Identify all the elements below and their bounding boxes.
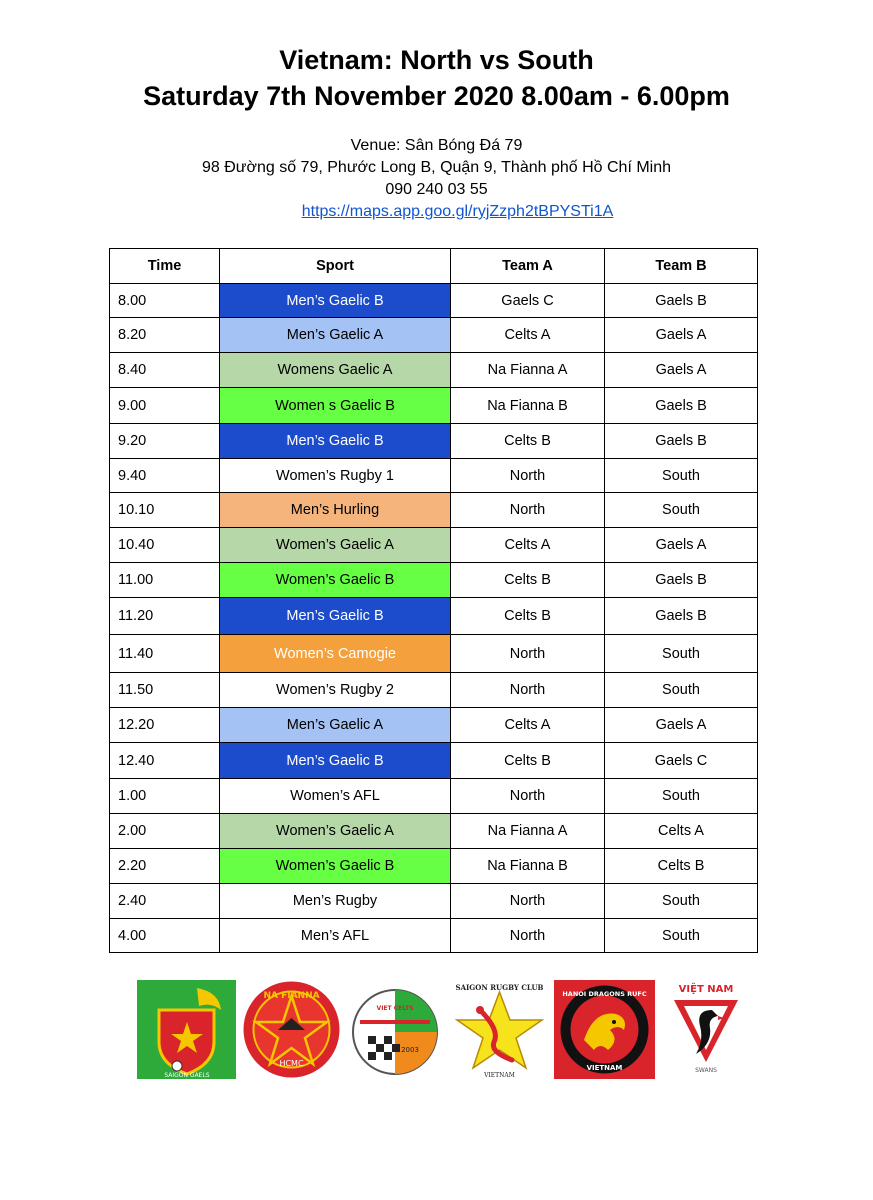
saigon-rugby-sub: VIETNAM xyxy=(484,1072,515,1079)
viet-celts-text: VIET CELTS xyxy=(376,1005,414,1012)
hanoi-dragons-text: HANOI DRAGONS RUFC xyxy=(562,990,647,998)
team-b-cell: South xyxy=(605,493,758,528)
team-a-cell: Celts A xyxy=(451,708,605,743)
sport-cell: Women’s Gaelic B xyxy=(220,849,451,884)
time-cell: 2.40 xyxy=(110,884,220,919)
time-cell: 11.20 xyxy=(110,598,220,635)
vietnam-swans-sub: SWANS xyxy=(695,1067,717,1074)
club-logos xyxy=(0,980,873,1085)
venue-phone: 090 240 03 55 xyxy=(385,181,488,198)
table-row xyxy=(110,424,758,459)
header-time: Time xyxy=(110,249,220,284)
na-fianna-logo xyxy=(242,980,341,1079)
vietnam-swans-text: VIỆT NAM xyxy=(678,984,734,995)
vietnam-swans-logo xyxy=(666,980,746,1079)
table-row xyxy=(110,493,758,528)
hanoi-dragons-sub: VIETNAM xyxy=(586,1064,623,1072)
time-cell: 10.10 xyxy=(110,493,220,528)
time-cell: 4.00 xyxy=(110,919,220,953)
sport-cell: Men’s Gaelic B xyxy=(220,598,451,635)
table-row xyxy=(110,635,758,673)
table-row xyxy=(110,284,758,318)
team-a-cell: Celts B xyxy=(451,743,605,779)
team-a-cell: Na Fianna B xyxy=(451,849,605,884)
time-cell: 12.20 xyxy=(110,708,220,743)
team-a-cell: North xyxy=(451,635,605,673)
sport-cell: Men’s AFL xyxy=(220,919,451,953)
team-b-cell: Gaels B xyxy=(605,284,758,318)
sport-cell: Women’s Gaelic A xyxy=(220,814,451,849)
team-b-cell: Gaels B xyxy=(605,388,758,424)
venue-address: 98 Đường số 79, Phước Long B, Quận 9, Thành phố Hồ Chí Minh xyxy=(201,159,672,176)
table-row xyxy=(110,388,758,424)
team-b-cell: Celts B xyxy=(605,849,758,884)
sport-cell: Women s Gaelic B xyxy=(220,388,451,424)
sport-cell: Men’s Gaelic B xyxy=(220,743,451,779)
sport-cell: Men’s Gaelic A xyxy=(220,318,451,353)
sport-cell: Women’s Gaelic B xyxy=(220,563,451,598)
team-b-cell: Gaels B xyxy=(605,424,758,459)
sport-cell: Men’s Gaelic B xyxy=(220,424,451,459)
team-b-cell: Gaels A xyxy=(605,708,758,743)
table-row xyxy=(110,318,758,353)
na-fianna-sub: HCMC xyxy=(279,1059,304,1068)
time-cell: 11.40 xyxy=(110,635,220,673)
time-cell: 9.00 xyxy=(110,388,220,424)
sport-cell: Women’s Gaelic A xyxy=(220,528,451,563)
team-a-cell: North xyxy=(451,919,605,953)
table-row xyxy=(110,849,758,884)
table-row xyxy=(110,708,758,743)
page-subtitle: Saturday 7th November 2020 8.00am - 6.00pm xyxy=(143,81,730,111)
team-a-cell: Na Fianna A xyxy=(451,353,605,388)
team-a-cell: North xyxy=(451,459,605,493)
team-a-cell: Gaels C xyxy=(451,284,605,318)
viet-celts-logo xyxy=(350,980,440,1079)
table-row xyxy=(110,814,758,849)
team-b-cell: South xyxy=(605,673,758,708)
sport-cell: Women’s AFL xyxy=(220,779,451,814)
team-a-cell: Celts A xyxy=(451,318,605,353)
team-a-cell: North xyxy=(451,884,605,919)
table-row xyxy=(110,673,758,708)
table-row xyxy=(110,563,758,598)
table-row xyxy=(110,528,758,563)
table-row xyxy=(110,353,758,388)
table-row xyxy=(110,779,758,814)
time-cell: 10.40 xyxy=(110,528,220,563)
schedule-table xyxy=(109,248,758,953)
time-cell: 8.40 xyxy=(110,353,220,388)
table-row xyxy=(110,919,758,953)
table-row xyxy=(110,459,758,493)
team-b-cell: Gaels A xyxy=(605,318,758,353)
team-b-cell: Gaels A xyxy=(605,353,758,388)
time-cell: 12.40 xyxy=(110,743,220,779)
team-a-cell: Celts A xyxy=(451,528,605,563)
team-b-cell: Gaels B xyxy=(605,563,758,598)
time-cell: 1.00 xyxy=(110,779,220,814)
sport-cell: Women’s Rugby 1 xyxy=(220,459,451,493)
team-a-cell: Celts B xyxy=(451,598,605,635)
time-cell: 9.20 xyxy=(110,424,220,459)
hanoi-dragons-logo xyxy=(554,980,655,1079)
time-cell: 9.40 xyxy=(110,459,220,493)
time-cell: 8.00 xyxy=(110,284,220,318)
team-a-cell: North xyxy=(451,673,605,708)
team-a-cell: Na Fianna A xyxy=(451,814,605,849)
team-b-cell: South xyxy=(605,779,758,814)
team-b-cell: Gaels C xyxy=(605,743,758,779)
time-cell: 2.00 xyxy=(110,814,220,849)
viet-celts-sub: 2003 xyxy=(401,1046,419,1054)
table-header-row xyxy=(110,249,758,284)
sport-cell: Men’s Gaelic A xyxy=(220,708,451,743)
sport-cell: Women’s Rugby 2 xyxy=(220,673,451,708)
na-fianna-text: NA FIANNA xyxy=(263,991,320,1001)
sport-cell: Men’s Hurling xyxy=(220,493,451,528)
time-cell: 11.00 xyxy=(110,563,220,598)
time-cell: 8.20 xyxy=(110,318,220,353)
saigon-rugby-text: SAIGON RUGBY CLUB xyxy=(455,983,544,992)
header-team-a: Team A xyxy=(451,249,605,284)
sport-cell: Men’s Gaelic B xyxy=(220,284,451,318)
team-a-cell: North xyxy=(451,779,605,814)
team-a-cell: North xyxy=(451,493,605,528)
time-cell: 2.20 xyxy=(110,849,220,884)
page-title: Vietnam: North vs South xyxy=(279,45,594,75)
venue-name: Venue: Sân Bóng Đá 79 xyxy=(350,137,523,154)
saigon-gaels-logo xyxy=(137,980,236,1079)
time-cell: 11.50 xyxy=(110,673,220,708)
team-b-cell: South xyxy=(605,459,758,493)
team-a-cell: Celts B xyxy=(451,424,605,459)
header-team-b: Team B xyxy=(605,249,758,284)
saigon-gaels-text: SAIGON GAELS xyxy=(164,1072,210,1079)
header-sport: Sport xyxy=(220,249,451,284)
team-b-cell: South xyxy=(605,919,758,953)
team-b-cell: South xyxy=(605,884,758,919)
team-b-cell: South xyxy=(605,635,758,673)
venue-map-link[interactable]: https://maps.app.goo.gl/ryjZzph2tBPYSTi1A xyxy=(301,203,614,220)
team-b-cell: Celts A xyxy=(605,814,758,849)
team-a-cell: Na Fianna B xyxy=(451,388,605,424)
sport-cell: Womens Gaelic A xyxy=(220,353,451,388)
team-b-cell: Gaels B xyxy=(605,598,758,635)
saigon-rugby-club-logo xyxy=(450,980,549,1079)
sport-cell: Men’s Rugby xyxy=(220,884,451,919)
table-row xyxy=(110,884,758,919)
sport-cell: Women’s Camogie xyxy=(220,635,451,673)
table-row xyxy=(110,598,758,635)
team-a-cell: Celts B xyxy=(451,563,605,598)
table-row xyxy=(110,743,758,779)
venue-info xyxy=(0,135,873,223)
team-b-cell: Gaels A xyxy=(605,528,758,563)
